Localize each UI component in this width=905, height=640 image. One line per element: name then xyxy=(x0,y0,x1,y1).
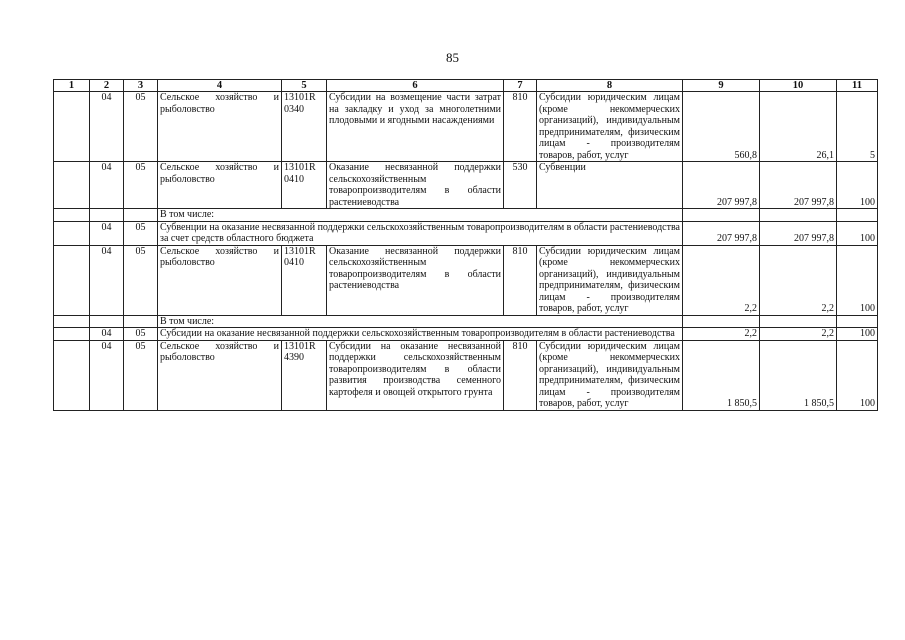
amount-executed: 1 850,5 xyxy=(760,340,837,410)
col9-cell xyxy=(683,209,760,222)
col1-cell xyxy=(54,245,90,315)
section-code: 04 xyxy=(90,245,124,315)
section-code: 04 xyxy=(90,221,124,245)
section-name: Сельское хозяйство и рыболовство xyxy=(158,245,282,315)
header-cell: 11 xyxy=(837,80,878,92)
col1-cell xyxy=(54,340,90,410)
subtotal-label: В том числе: xyxy=(158,209,683,222)
percent-executed: 100 xyxy=(837,340,878,410)
col1-cell xyxy=(54,221,90,245)
header-cell: 8 xyxy=(537,80,683,92)
amount-planned: 2,2 xyxy=(683,328,760,341)
expense-name: Субсидии на возмещение части затрат на закладку и уход за многолетними плодовыми и ягодными насаждениями xyxy=(327,92,504,162)
table-row xyxy=(54,245,878,315)
col11-cell xyxy=(837,209,878,222)
header-cell: 2 xyxy=(90,80,124,92)
header-cell: 4 xyxy=(158,80,282,92)
subsection-code: 05 xyxy=(124,92,158,162)
table-row xyxy=(54,315,878,328)
col3-cell xyxy=(124,315,158,328)
expense-type-code: 810 xyxy=(504,92,537,162)
expense-type-name: Субсидии юридическим лицам (кроме некоммерческих организаций), индивидуальным предпринимателям, физическим лицам - производителям товаров, работ, услуг xyxy=(537,340,683,410)
expense-name: Оказание несвязанной поддержки сельскохозяйственным товаропроизводителям в области растениеводства xyxy=(327,162,504,209)
section-code: 04 xyxy=(90,328,124,341)
col1-cell xyxy=(54,92,90,162)
target-article-code: 13101R 0340 xyxy=(282,92,327,162)
header-cell: 6 xyxy=(327,80,504,92)
col10-cell xyxy=(760,315,837,328)
table-row xyxy=(54,221,878,245)
table-row xyxy=(54,328,878,341)
expense-type-code: 530 xyxy=(504,162,537,209)
budget-table xyxy=(53,79,878,411)
target-article-code: 13101R 4390 xyxy=(282,340,327,410)
section-name: Сельское хозяйство и рыболовство xyxy=(158,340,282,410)
subsection-code: 05 xyxy=(124,221,158,245)
target-article-code: 13101R 0410 xyxy=(282,245,327,315)
col1-cell xyxy=(54,328,90,341)
amount-planned: 207 997,8 xyxy=(683,221,760,245)
col1-cell xyxy=(54,315,90,328)
subvention-description: Субсидии на оказание несвязанной поддержки сельскохозяйственным товаропроизводителям в области растениеводства xyxy=(158,328,683,341)
col3-cell xyxy=(124,209,158,222)
header-row xyxy=(54,80,878,92)
section-code: 04 xyxy=(90,92,124,162)
subsection-code: 05 xyxy=(124,340,158,410)
subsection-code: 05 xyxy=(124,245,158,315)
expense-type-name: Субсидии юридическим лицам (кроме некоммерческих организаций), индивидуальным предпринимателям, физическим лицам - производителям товаров, работ, услуг xyxy=(537,245,683,315)
subtotal-label: В том числе: xyxy=(158,315,683,328)
amount-executed: 207 997,8 xyxy=(760,162,837,209)
header-cell: 7 xyxy=(504,80,537,92)
col1-cell xyxy=(54,162,90,209)
expense-type-code: 810 xyxy=(504,245,537,315)
col11-cell xyxy=(837,315,878,328)
section-code: 04 xyxy=(90,340,124,410)
expense-type-name: Субсидии юридическим лицам (кроме некоммерческих организаций), индивидуальным предпринимателям, физическим лицам - производителям товаров, работ, услуг xyxy=(537,92,683,162)
amount-planned: 2,2 xyxy=(683,245,760,315)
section-name: Сельское хозяйство и рыболовство xyxy=(158,162,282,209)
section-name: Сельское хозяйство и рыболовство xyxy=(158,92,282,162)
table-row xyxy=(54,92,878,162)
header-cell: 5 xyxy=(282,80,327,92)
expense-type-name: Субвенции xyxy=(537,162,683,209)
col10-cell xyxy=(760,209,837,222)
amount-executed: 26,1 xyxy=(760,92,837,162)
percent-executed: 5 xyxy=(837,92,878,162)
col2-cell xyxy=(90,315,124,328)
header-cell: 1 xyxy=(54,80,90,92)
col9-cell xyxy=(683,315,760,328)
amount-executed: 2,2 xyxy=(760,245,837,315)
amount-planned: 1 850,5 xyxy=(683,340,760,410)
percent-executed: 100 xyxy=(837,245,878,315)
header-cell: 10 xyxy=(760,80,837,92)
percent-executed: 100 xyxy=(837,328,878,341)
header-cell: 9 xyxy=(683,80,760,92)
amount-planned: 560,8 xyxy=(683,92,760,162)
percent-executed: 100 xyxy=(837,221,878,245)
page-number: 85 xyxy=(446,50,459,65)
expense-name: Оказание несвязанной поддержки сельскохозяйственным товаропроизводителям в области растениеводства xyxy=(327,245,504,315)
col1-cell xyxy=(54,209,90,222)
amount-executed: 2,2 xyxy=(760,328,837,341)
subsection-code: 05 xyxy=(124,162,158,209)
amount-planned: 207 997,8 xyxy=(683,162,760,209)
table-row xyxy=(54,209,878,222)
target-article-code: 13101R 0410 xyxy=(282,162,327,209)
subsection-code: 05 xyxy=(124,328,158,341)
section-code: 04 xyxy=(90,162,124,209)
col2-cell xyxy=(90,209,124,222)
expense-type-code: 810 xyxy=(504,340,537,410)
table-row xyxy=(54,162,878,209)
table-row xyxy=(54,340,878,410)
amount-executed: 207 997,8 xyxy=(760,221,837,245)
subvention-description: Субвенции на оказание несвязанной поддержки сельскохозяйственным товаропроизводителям в области растениеводства за счет средств областного бюджета xyxy=(158,221,683,245)
header-cell: 3 xyxy=(124,80,158,92)
percent-executed: 100 xyxy=(837,162,878,209)
expense-name: Субсидии на оказание несвязанной поддержки сельскохозяйственным товаропроизводителям в области развития производства семенного картофеля и овощей открытого грунта xyxy=(327,340,504,410)
